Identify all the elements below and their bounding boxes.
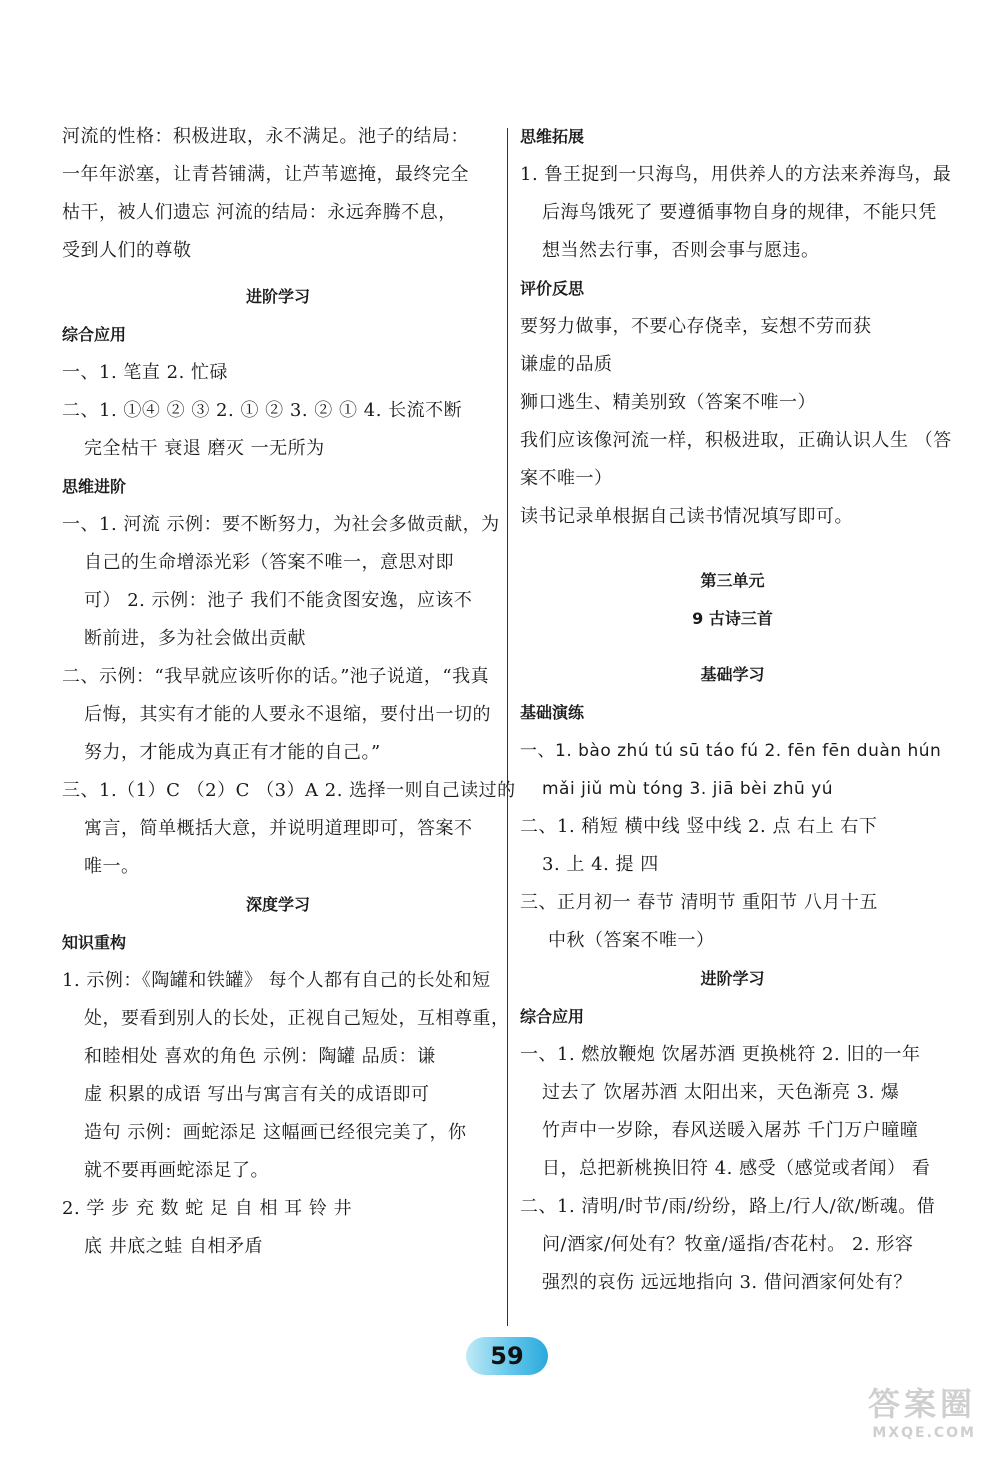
text-line: 想当然去行事，否则会事与愿违。 (542, 240, 820, 261)
text-line: 一、1. 河流 示例：要不断努力，为社会多做贡献，为 (62, 514, 500, 535)
text-line: 就不要再画蛇添足了。 (84, 1160, 269, 1181)
page-number: 59 (490, 1342, 524, 1370)
text-line: 后海鸟饿死了 要遵循事物自身的规律，不能只凭 (542, 202, 937, 223)
right-column (520, 118, 952, 1302)
section-heading-jinjie: 进阶学习 (245, 287, 310, 306)
text-line: 谦虚的品质 (520, 354, 613, 375)
text-line: 强烈的哀伤 远远地指向 3. 借问酒家何处有？ (542, 1272, 912, 1293)
text-line: 寓言，简单概括大意，并说明道理即可，答案不 (84, 818, 473, 839)
text-line: 三、1.（1）C （2）C （3）A 2. 选择一则自己读过的 (62, 780, 516, 801)
subheading-zonghe: 综合应用 (62, 325, 127, 344)
text-line: 一、1. bào zhú tú sū táo fú 2. fēn fēn duàn hún (520, 741, 942, 761)
text-line: 唯一。 (84, 856, 140, 877)
text-line: 1. 鲁王捉到一只海鸟，用供养人的方法来养海鸟，最 (520, 164, 952, 185)
text-line: 一、1. 笔直 2. 忙碌 (62, 362, 229, 383)
text-line: 完全枯干 衰退 磨灭 一无所为 (84, 438, 325, 459)
unit-heading: 第三单元 (700, 571, 765, 590)
section-heading-shendu: 深度学习 (245, 895, 310, 914)
text-line: 一、1. 燃放鞭炮 饮屠苏酒 更换桃符 2. 旧的一年 (520, 1044, 921, 1065)
page-number-badge (466, 1337, 548, 1375)
subheading-yanlian: 基础演练 (520, 703, 585, 722)
subheading-zhishi: 知识重构 (62, 933, 127, 952)
text-line: 后悔，其实有才能的人要永不退缩，要付出一切的 (84, 704, 491, 725)
text-line: 过去了 饮屠苏酒 太阳出来，天色渐亮 3. 爆 (542, 1082, 900, 1103)
text-line: 竹声中一岁除，春风送暖入屠苏 千门万户曈曈 (542, 1120, 919, 1141)
section-heading-jichu: 基础学习 (700, 665, 765, 684)
text-line: 我们应该像河流一样，积极进取，正确认识人生 （答 (520, 430, 952, 451)
watermark-url: MXQE.COM (872, 1425, 976, 1441)
text-line: 和睦相处 喜欢的角色 示例：陶罐 品质：谦 (84, 1046, 436, 1067)
text-line: 狮口逃生、精美别致（答案不唯一） (520, 392, 816, 413)
text-line: 虚 积累的成语 写出与寓言有关的成语即可 (84, 1084, 430, 1105)
text-line: 3. 上 4. 提 四 (542, 854, 659, 875)
text-line: 二、1. 稍短 横中线 竖中线 2. 点 右上 右下 (520, 816, 878, 837)
subheading-pingjia: 评价反思 (520, 279, 585, 298)
text-line: 一年年淤塞，让青苔铺满，让芦苇遮掩，最终完全 (62, 164, 469, 185)
text-line: 枯干，被人们遗忘 河流的结局：永远奔腾不息， (62, 202, 457, 223)
lesson-heading: 9 古诗三首 (692, 609, 773, 628)
left-column (62, 118, 516, 1266)
watermark-logo-text: 答案圈 (867, 1385, 976, 1423)
text-line: 二、示例：“我早就应该听你的话。”池子说道，“我真 (62, 666, 490, 687)
subheading-zonghe-right: 综合应用 (520, 1007, 585, 1026)
text-line: 努力，才能成为真正有才能的自己。” (84, 742, 381, 763)
text-line: 底 井底之蛙 自相矛盾 (84, 1236, 263, 1257)
text-line: 可） 2. 示例：池子 我们不能贪图安逸，应该不 (84, 590, 473, 611)
text-line: 案不唯一） (520, 468, 613, 489)
text-line: 日，总把新桃换旧符 4. 感受（感觉或者闻） 看 (542, 1158, 931, 1179)
text-line: 1. 示例：《陶罐和铁罐》 每个人都有自己的长处和短 (62, 970, 491, 991)
text-line: 问/酒家/何处有？牧童/遥指/杏花村。 2. 形容 (542, 1234, 914, 1255)
text-line: 二、1. ①④ ② ③ 2. ① ② 3. ② ① 4. 长流不断 (62, 400, 463, 421)
subheading-tuozhan: 思维拓展 (520, 127, 585, 146)
text-line: 二、1. 清明/时节/雨/纷纷，路上/行人/欲/断魂。借 (520, 1196, 936, 1217)
section-heading-jinjie-right: 进阶学习 (700, 969, 765, 988)
text-line: mǎi jiǔ mù tóng 3. jiā bèi zhū yú (542, 779, 833, 799)
column-divider (507, 128, 508, 1326)
text-line: 断前进，多为社会做出贡献 (84, 628, 306, 649)
text-line: 河流的性格：积极进取，永不满足。池子的结局： (62, 126, 469, 147)
text-line: 处，要看到别人的长处，正视自己短处，互相尊重， (84, 1008, 510, 1029)
text-line: 2. 学 步 充 数 蛇 足 自 相 耳 铃 井 (62, 1198, 353, 1219)
text-line: 中秋（答案不唯一） (548, 930, 715, 951)
text-line: 三、正月初一 春节 清明节 重阳节 八月十五 (520, 892, 878, 913)
text-line: 造句 示例：画蛇添足 这幅画已经很完美了，你 (84, 1122, 467, 1143)
text-line: 读书记录单根据自己读书情况填写即可。 (520, 506, 853, 527)
text-line: 自己的生命增添光彩（答案不唯一，意思对即 (84, 552, 454, 573)
subheading-siwei: 思维进阶 (62, 477, 127, 496)
text-line: 受到人们的尊敬 (62, 240, 192, 261)
watermark (816, 1379, 976, 1449)
text-line: 要努力做事，不要心存侥幸，妄想不劳而获 (520, 316, 872, 337)
